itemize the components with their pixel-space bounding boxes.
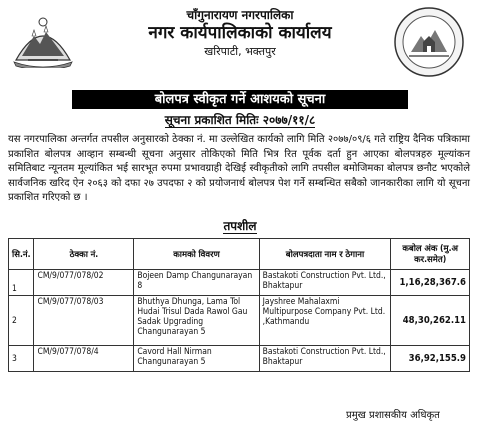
office-address: खरिपाटी, भक्तपुर [204,45,276,58]
row-work: Bojeen Damp Changunarayan 8 [134,270,259,296]
row-bidder: Jayshree Mahalaxmi Multipurpose Company Pvt. Ltd. ,Kathmandu [259,296,391,346]
header-contract: ठेक्का नं. [34,239,134,270]
row-sn: 2 [9,296,34,346]
row-amount: 48,30,262.11 [391,296,470,346]
bids-table [8,238,470,372]
row-contract: CM/9/077/078/03 [34,296,134,346]
row-contract: CM/9/077/078/4 [34,346,134,372]
publication-date [0,111,480,128]
table-title-text: तपशील [223,219,257,233]
row-bidder: Bastakoti Construction Pvt. Ltd., Bhaktapur [259,346,391,372]
header-sn: सि.नं. [9,239,34,270]
row-bidder: Bastakoti Construction Pvt. Ltd., Bhaktapur [259,270,391,296]
row-work: Bhuthya Dhunga, Lama Tol Hudai Trisul Dada Rawol Gau Sadak Upgrading Changunarayan 5 [134,296,259,346]
table-row [9,296,470,346]
notice-body: यस नगरपालिका अन्तर्गत तपसील अनुसारको ठेक्का नं. मा उल्लेखित कार्यको लागि मिति २०७७/०९/६ गते राष्ट्रिय दैनिक पत्रिकामा प्रकाशित बोलपत्र आव्हान सम्बन्धी सूचना अनुसार तोकिएको मिति भित्र रित पूर्वक दर्ता हुन आएका बोलपत्रहरु मूल्यांकन समितिबाट न्यूनतम मूल्यांकित भई सारभूत रुपमा प्रभावग्राही देखिई स्वीकृतीको लागि तपसील बमोजिमका बोलपत्र छनौट भएकोले सार्वजनिक खरिद ऐन २०६३ को दफा २७ उपदफा २ को प्रयोजनार्थ बोलपत्र पेश गर्ने सम्बन्धित सबैको जानकारीका लागि यो सूचना प्रकाशित गरिएको छ । [8,134,470,204]
table-header-row [9,239,470,270]
header-bidder: बोलपत्रदाता नाम र ठेगाना [259,239,391,270]
table-row [9,346,470,372]
table-row [9,270,470,296]
row-contract: CM/9/077/078/02 [34,270,134,296]
row-sn: 3 [9,346,34,372]
municipality-name: चाँगुनारायण नगरपालिका [186,8,294,22]
row-work: Cavord Hall Nirman Changunarayan 5 [134,346,259,372]
office-name: नगर कार्यपालिकाको कार्यालय [148,23,332,43]
row-amount: 36,92,155.9 [391,346,470,372]
table-title [0,217,480,234]
publication-date-text: सूचना प्रकाशित मितिः २०७७/११/८ [164,113,316,127]
row-sn: 1 [9,270,34,296]
header-work: कामको विवरण [134,239,259,270]
notice-banner: बोलपत्र स्वीकृत गर्ने आशयको सूचना [72,90,408,109]
municipality-logo-icon [393,6,465,78]
row-amount: 1,16,28,367.6 [391,270,470,296]
header-amount: कबोल अंक (मु.अ कर.समेत) [391,239,470,270]
signature-title: प्रमुख प्रशासकीय अधिकृत [346,410,440,421]
